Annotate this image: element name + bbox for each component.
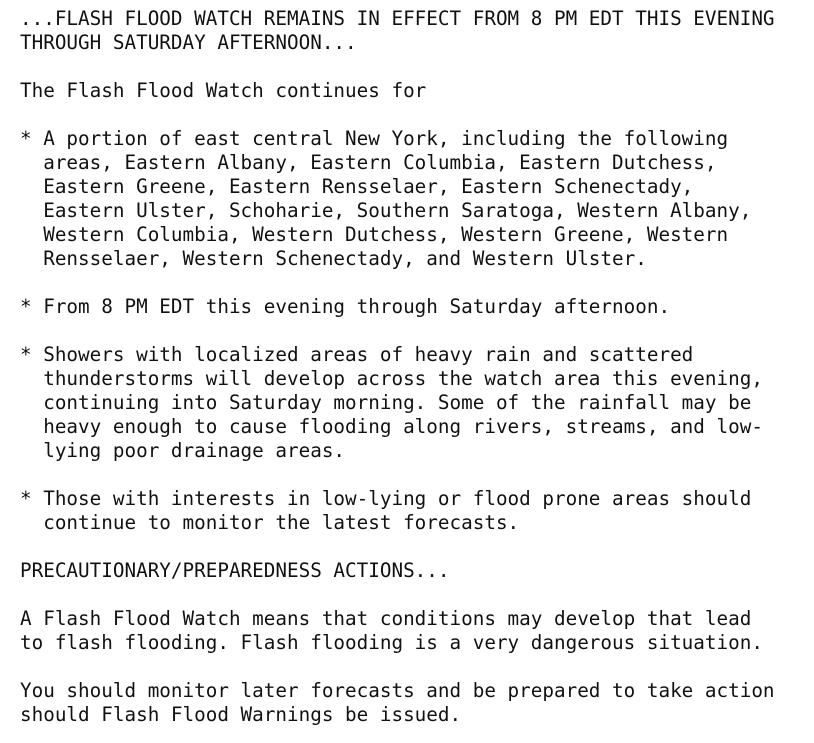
watch-definition-line: to flash flooding. Flash flooding is a very dangerous situation. [20,631,763,654]
monitor-advice-line: You should monitor later forecasts and be prepared to take action [20,679,775,702]
bullet-areas-line: Western Columbia, Western Dutchess, Western Greene, Western [20,223,729,246]
bullet-impacts-line: heavy enough to cause flooding along rivers, streams, and low- [20,415,763,438]
intro-text: The Flash Flood Watch continues for [20,79,427,102]
bullet-areas-line: Eastern Ulster, Schoharie, Southern Saratoga, Western Albany, [20,199,752,222]
bullet-impacts-line: lying poor drainage areas. [20,439,346,462]
bullet-areas-line: Rensselaer, Western Schenectady, and Western Ulster. [20,247,647,270]
bullet-areas-line: * A portion of east central New York, including the following [20,127,729,150]
headline-line: THROUGH SATURDAY AFTERNOON... [20,31,357,54]
bullet-impacts-line: thunderstorms will develop across the watch area this evening, [20,367,763,390]
bullet-timing-line: * From 8 PM EDT this evening through Saturday afternoon. [20,295,671,318]
bullet-impacts-line: * Showers with localized areas of heavy rain and scattered [20,343,694,366]
bullet-areas-line: areas, Eastern Albany, Eastern Columbia, Eastern Dutchess, [20,151,717,174]
watch-definition-line: A Flash Flood Watch means that conditions may develop that lead [20,607,752,630]
bullet-impacts-line: continuing into Saturday morning. Some of the rainfall may be [20,391,752,414]
headline-line: ...FLASH FLOOD WATCH REMAINS IN EFFECT FROM 8 PM EDT THIS EVENING [20,7,775,30]
bullet-advice-line: continue to monitor the latest forecasts. [20,511,520,534]
monitor-advice-line: should Flash Flood Warnings be issued. [20,703,462,726]
actions-heading: PRECAUTIONARY/PREPAREDNESS ACTIONS... [20,559,450,582]
bullet-advice-line: * Those with interests in low-lying or flood prone areas should [20,487,752,510]
bullet-areas-line: Eastern Greene, Eastern Rensselaer, Eastern Schenectady, [20,175,694,198]
